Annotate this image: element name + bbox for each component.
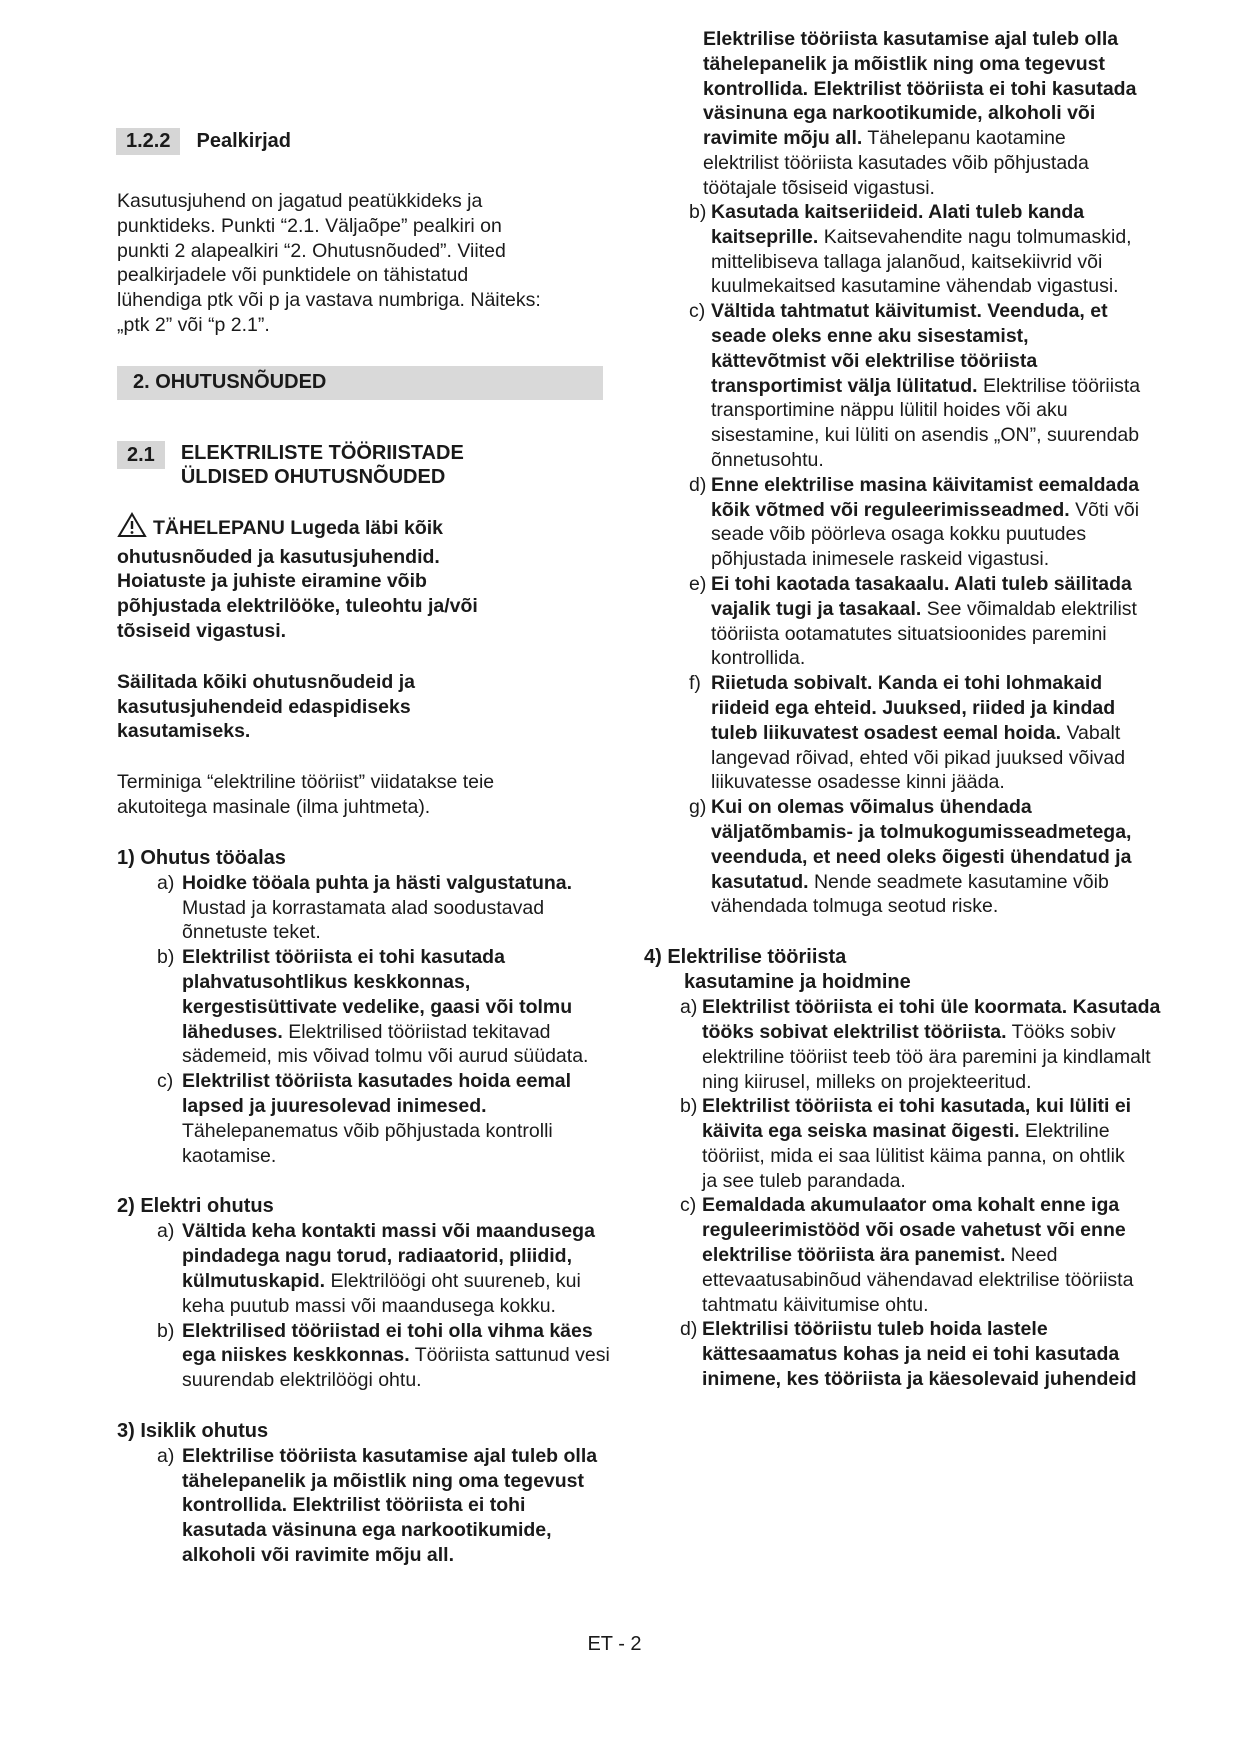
- chapter-2-heading: [117, 366, 603, 400]
- warning-text: TÄHELEPANU Lugeda läbi kõik ohutusnõuded ja kasutusjuhendid. Hoiatuste ja juhiste eiramine võib põhjustada elektrilööke, tuleohtu ja/või tõsiseid vigastusi.: [117, 516, 478, 642]
- item-normal-text: Kaitsevahendite nagu tolmumaskid, mittelibiseva tallaga jalanõud, kaitsekiivrid või kuulmekaitsed kasutamine vähendab vigastusi.: [711, 225, 1132, 298]
- item-text: [711, 572, 1142, 671]
- item-normal-text: Nende seadmete kasutamine võib vähendada tolmuga seotud riske.: [711, 870, 1109, 918]
- item-bold-text: Kasutada kaitseriideid. Alati tuleb kanda kaitseprille.: [711, 201, 1085, 248]
- item-text: [182, 1069, 612, 1168]
- item-label: b): [680, 1095, 698, 1118]
- list-item: [689, 200, 1142, 299]
- item-bold-text: Hoidke tööala puhta ja hästi valgustatuna.: [182, 871, 573, 894]
- item-normal-text: Need ettevaatusabinõud vähendavad elektrilise tööriista tahtmatu käivitumise ohtu.: [702, 1244, 1134, 1316]
- item-text: [702, 1094, 1142, 1193]
- item-bold-text: Vältida keha kontakti massi või maandusega pindadega nagu torud, radiaatorid, pliidid, külmutuskapid.: [182, 1220, 595, 1292]
- item-normal-text: Elektriline tööriist, mida ei saa lülitist käima panna, on ohtlik ja see tuleb parandada.: [702, 1120, 1125, 1192]
- list-item: [689, 572, 1142, 671]
- section-title: Pealkirjad: [196, 130, 291, 152]
- item-label: b): [157, 946, 175, 969]
- item-label: b): [689, 201, 707, 223]
- item-normal-text: Tähelepanu kaotamine elektrilist tööriista kasutades võib põhjustada töötajale tõsiseid vigastusi.: [703, 127, 1089, 199]
- item-bold-text: Elektrilise tööriista kasutamise ajal tuleb olla tähelepanelik ja mõistlik ning oma tegevust kontrollida. Elektrilist tööriista ei tohi kasutada väsinuna ega narkootikumide, alkoholi või ravimite mõju all.: [182, 1444, 598, 1567]
- section-title: [181, 441, 464, 489]
- item-label: a): [157, 871, 175, 894]
- section-number: 2.1: [117, 441, 165, 469]
- section-title-line2: ÜLDISED OHUTUSNÕUDED: [180, 465, 446, 488]
- item-text: [182, 1319, 612, 1393]
- item-label: a): [157, 1220, 175, 1243]
- section-3-title: 3) Isiklik ohutus: [117, 1419, 269, 1442]
- right-column: [644, 28, 1161, 1392]
- item-label: c): [680, 1194, 697, 1217]
- item-bold-text: Elektrilisi tööriistu tuleb hoida lastele kättesaamatus kohas ja neid ei tohi kasutada inimene, kes tööriista ja käesolevaid juhendeid: [702, 1318, 1137, 1391]
- list-item: [680, 1317, 1142, 1391]
- item-text: [711, 200, 1142, 299]
- item-label: d): [689, 473, 707, 496]
- list-item: [689, 299, 1142, 473]
- section-1-items: [117, 871, 612, 1169]
- item-normal-text: See võimaldab elektrilist tööriista ootamatutes situatsioonides paremini kontrollida.: [711, 597, 1137, 670]
- item-bold-text: Elektrilist tööriista kasutades hoida eemal lapsed ja juuresolevad inimesed.: [182, 1070, 572, 1117]
- list-item: [157, 1219, 612, 1318]
- item-label: c): [689, 300, 706, 323]
- item-text: [702, 995, 1172, 1094]
- item-bold-text: Kui on olemas võimalus ühendada väljatõmbamis- ja tolmukogumisseadmetega, veenduda, et need oleks õigesti ühendatud ja kasutatud.: [711, 796, 1132, 893]
- item-normal-text: Tähelepanematus võib põhjustada kontrolli kaotamise.: [182, 1119, 553, 1167]
- section-number: 1.2.2: [116, 128, 180, 155]
- list-item: [680, 1193, 1142, 1317]
- item-bold-text: Elektrilist tööriista ei tohi kasutada, kui lüliti ei käivita ega seiska masinat õigesti.: [702, 1095, 1132, 1143]
- item-text: [182, 945, 612, 1069]
- item-normal-text: Tööriista sattunud vesi suurendab elektrilöögi ohtu.: [182, 1344, 610, 1392]
- item-text: [702, 1317, 1142, 1391]
- item-text: [182, 1444, 612, 1568]
- item-label: e): [689, 572, 707, 595]
- item-label: a): [157, 1444, 175, 1467]
- item-normal-text: Mustad ja korrastamata alad soodustavad õnnetuste teket.: [182, 896, 545, 944]
- term-note: Terminiga “elektriline tööriist” viidatakse teie akutoitega masinale (ilma juhtmeta).: [117, 771, 495, 818]
- list-item: [157, 1444, 612, 1568]
- list-item: [680, 995, 1161, 1094]
- item-normal-text: Vabalt langevad rõivad, ehted või pikad juuksed võivad liikuvatesse osadesse kinni jääda.: [711, 721, 1126, 794]
- list-item: [680, 1094, 1142, 1193]
- chapter-title: 2. OHUTUSNÕUDED: [133, 371, 327, 394]
- item-normal-text: Võti või seade võib pöörleva osaga kokku puutudes põhjustada inimesele raskeid vigastusi.: [711, 498, 1140, 571]
- list-item-continued: [703, 28, 1142, 200]
- section-2-1-heading: [117, 441, 612, 489]
- item-label: f): [689, 672, 701, 695]
- section-1-2-2-body: Kasutusjuhend on jagatud peatükkideks ja punktideks. Punkti “2.1. Väljaõpe” pealkiri on punkti 2 alapealkiri “2. Ohutusnõuded”. Viited pealkirjadele või punktidele on tähistatud lühendiga ptk või p ja vastava numbriga. Näiteks: „ptk 2” või “p 2.1”.: [117, 190, 541, 336]
- item-normal-text: Tööks sobiv elektriline tööriist teeb töö ära paremini ja kindlamalt ning kiirusel, milleks on projekteeritud.: [702, 1020, 1151, 1093]
- item-text: [711, 671, 1142, 795]
- page-number: ET - 2: [587, 1633, 642, 1655]
- list-item: [689, 671, 1142, 795]
- section-title-line1: ELEKTRILISTE TÖÖRIISTADE: [180, 441, 464, 464]
- item-text: [711, 473, 1142, 572]
- item-text: [711, 299, 1142, 473]
- item-normal-text: Elektrilise tööriista transportimine näppu lülitil hoides või aku sisestamine, kui lüliti on asendis „ON”, suurendab õnnetusohtu.: [711, 374, 1141, 471]
- list-item: [157, 945, 612, 1069]
- section-4-title-line2: kasutamine ja hoidmine: [684, 971, 911, 994]
- left-column: [117, 128, 612, 1568]
- section-4-title: [644, 945, 1142, 995]
- item-text: [182, 871, 612, 945]
- item-label: a): [680, 996, 698, 1019]
- section-1-title: 1) Ohutus tööalas: [117, 846, 286, 869]
- list-item: [689, 795, 1142, 919]
- section-4-title-line1: 4) Elektrilise tööriista: [644, 946, 847, 969]
- item-normal-text: Elektrilised tööriistad tekitavad sädemeid, mis võivad tolmu või aurud süüdata.: [182, 1020, 589, 1068]
- item-bold-text: Eemaldada akumulaator oma kohalt enne iga reguleerimistööd või osade vahetust või enne elektrilise tööriista ära panemist.: [702, 1194, 1126, 1267]
- item-text: [182, 1219, 612, 1318]
- item-bold-text: Vältida tahtmatut käivitumist. Veenduda, et seade oleks enne aku sisestamist, kättevõtmist või elektrilise tööriista transportimist välja lülitatud.: [711, 300, 1108, 397]
- item-bold-text: Riietuda sobivalt. Kanda ei tohi lohmakaid riideid ega ehteid. Juuksed, riided ja kindad tuleb liikuvatest osadest eemal hoida.: [711, 672, 1116, 744]
- item-label: d): [680, 1318, 698, 1341]
- item-bold-text: Ei tohi kaotada tasakaalu. Alati tuleb säilitada vajalik tugi ja tasakaal.: [711, 572, 1132, 620]
- item-text: [702, 1193, 1142, 1317]
- item-text: [703, 28, 1142, 200]
- item-label: g): [689, 796, 707, 819]
- item-text: [711, 795, 1142, 919]
- section-2-title: 2) Elektri ohutus: [117, 1195, 274, 1218]
- list-item: [157, 1069, 612, 1168]
- warning-block: [117, 512, 517, 644]
- keep-instructions-note: Säilitada kõiki ohutusnõudeid ja kasutusjuhendeid edaspidiseks kasutamiseks.: [117, 670, 415, 743]
- item-bold-text: Enne elektrilise masina käivitamist eemaldada kõik võtmed või reguleerimisseadmed.: [711, 473, 1140, 521]
- item-label: b): [157, 1319, 175, 1342]
- section-1-2-2-heading: [116, 128, 612, 155]
- list-item: [157, 1319, 612, 1393]
- section-2-items: [117, 1219, 612, 1393]
- warning-triangle-icon: [117, 512, 147, 545]
- item-bold-text: Elektrilist tööriista ei tohi kasutada plahvatusohtlikus keskkonnas, kergestisüttivate vedelike, gaasi või tolmu läheduses.: [182, 946, 573, 1043]
- item-label: c): [157, 1070, 174, 1093]
- item-bold-text: Elektrilised tööriistad ei tohi olla vihma käes ega niiskes keskkonnas.: [182, 1319, 593, 1367]
- list-item: [689, 473, 1142, 572]
- item-bold-text: Elektrilise tööriista kasutamise ajal tuleb olla tähelepanelik ja mõistlik ning oma tegevust kontrollida. Elektrilist tööriista ei tohi kasutada väsinuna ega narkootikumide, alkoholi või ravimite mõju all.: [703, 28, 1137, 150]
- list-item: [157, 871, 612, 945]
- page-footer: [0, 1633, 1241, 1656]
- item-bold-text: Elektrilist tööriista ei tohi üle koormata. Kasutada tööks sobivat elektrilist tööriista.: [702, 996, 1161, 1043]
- item-normal-text: Elektrilöögi oht suureneb, kui keha puutub massi või maandusega kokku.: [182, 1269, 581, 1317]
